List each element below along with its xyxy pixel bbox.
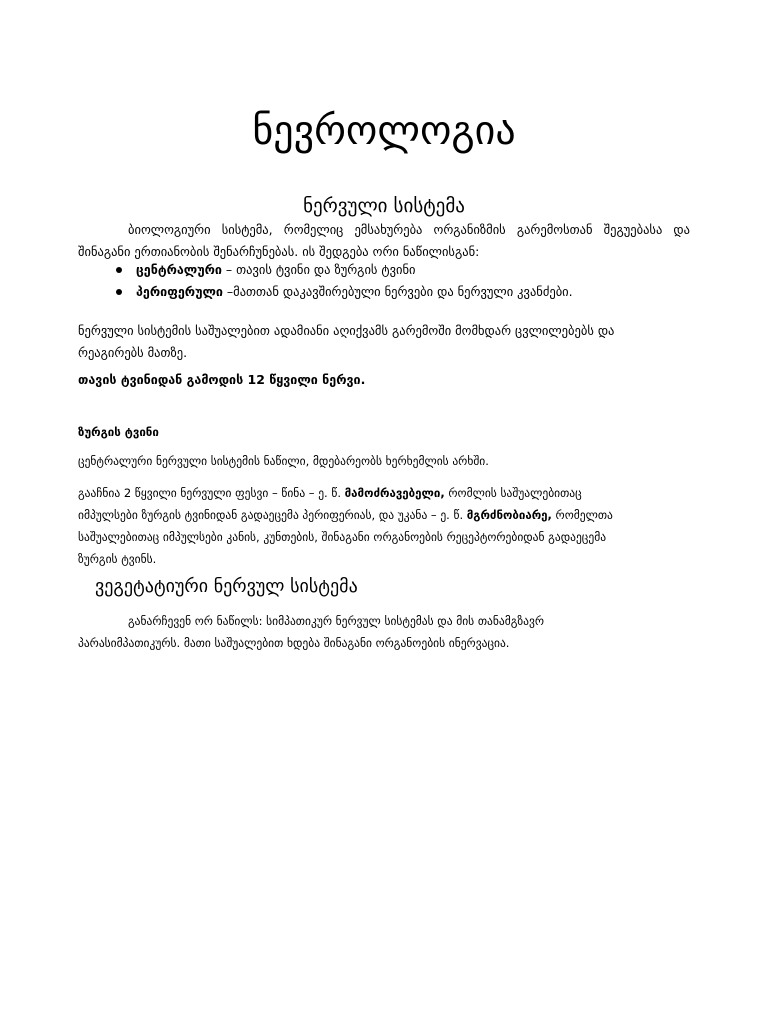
roots-text-a: გააჩნია 2 წყვილი ნერვული ფესვი – წინა – ე. წ.: [78, 486, 345, 500]
term-motor: მამოძრავებელი,: [344, 486, 445, 500]
term-peripheral: პერიფერული: [136, 284, 223, 299]
parts-list: [78, 259, 690, 303]
section-heading-spinal-cord: ზურგის ტვინი: [78, 425, 159, 439]
bullet-icon: [116, 289, 122, 295]
section-heading-autonomic: ვეგეტატიური ნერვულ სისტემა: [95, 576, 358, 597]
term-sensory: მგრძნობიარე,: [466, 508, 552, 522]
perception-paragraph: ნერვული სისტემის საშუალებით ადამიანი აღიქვამს გარემოში მომხდარ ცვლილებებს და რეაგირებს მათზე.: [78, 323, 615, 360]
central-description: – თავის ტვინი და ზურგის ტვინი: [221, 262, 416, 277]
spinal-roots-paragraph: [78, 482, 638, 570]
roots-text-b: რომლის საშუალებითაც იმპულსები ზურგის ტვინიდან გადაეცემა პერიფერიას, და უკანა – ე. წ.: [78, 486, 582, 522]
intro-paragraph: ბიოლოგიური სისტემა, რომელიც ემსახურება ორგანიზმის გარემოსთან შეგუებასა და შინაგანი ერთიანობის შენარჩუნებას. ის შედგება ორი ნაწილისგან:: [78, 222, 690, 259]
roots-text-c: რომელთა საშუალებითაც იმპულსები კანის, კუნთების, შინაგანი ორგანოების რეცეპტორებიდან გადაეცემა ზურგის ტვინს.: [78, 508, 613, 566]
spinal-cord-definition: ცენტრალური ნერვული სისტემის ნაწილი, მდებარეობს ხერხემლის არხში.: [78, 454, 489, 468]
bullet-icon: [116, 267, 122, 273]
term-central: ცენტრალური: [136, 262, 222, 277]
cranial-nerves-paragraph: თავის ტვინიდან გამოდის 12 წყვილი ნერვი.: [78, 372, 366, 387]
peripheral-description: –მათთან დაკავშირებული ნერვები და ნერვული კვანძები.: [222, 284, 573, 299]
list-item-peripheral: [78, 281, 690, 303]
autonomic-paragraph: განარჩევენ ორ ნაწილს: სიმპათიკურ ნერვულ სისტემას და მის თანამგზავრ პარასიმპათიკურს. მათი საშუალებით ხდება შინაგანი ორგანოების ინერვაცია.: [78, 614, 545, 650]
list-item-central: [78, 259, 690, 281]
document-title: ნევროლოგია: [252, 108, 516, 154]
section-heading-nervous-system: ნერვული სისტემა: [303, 195, 465, 217]
